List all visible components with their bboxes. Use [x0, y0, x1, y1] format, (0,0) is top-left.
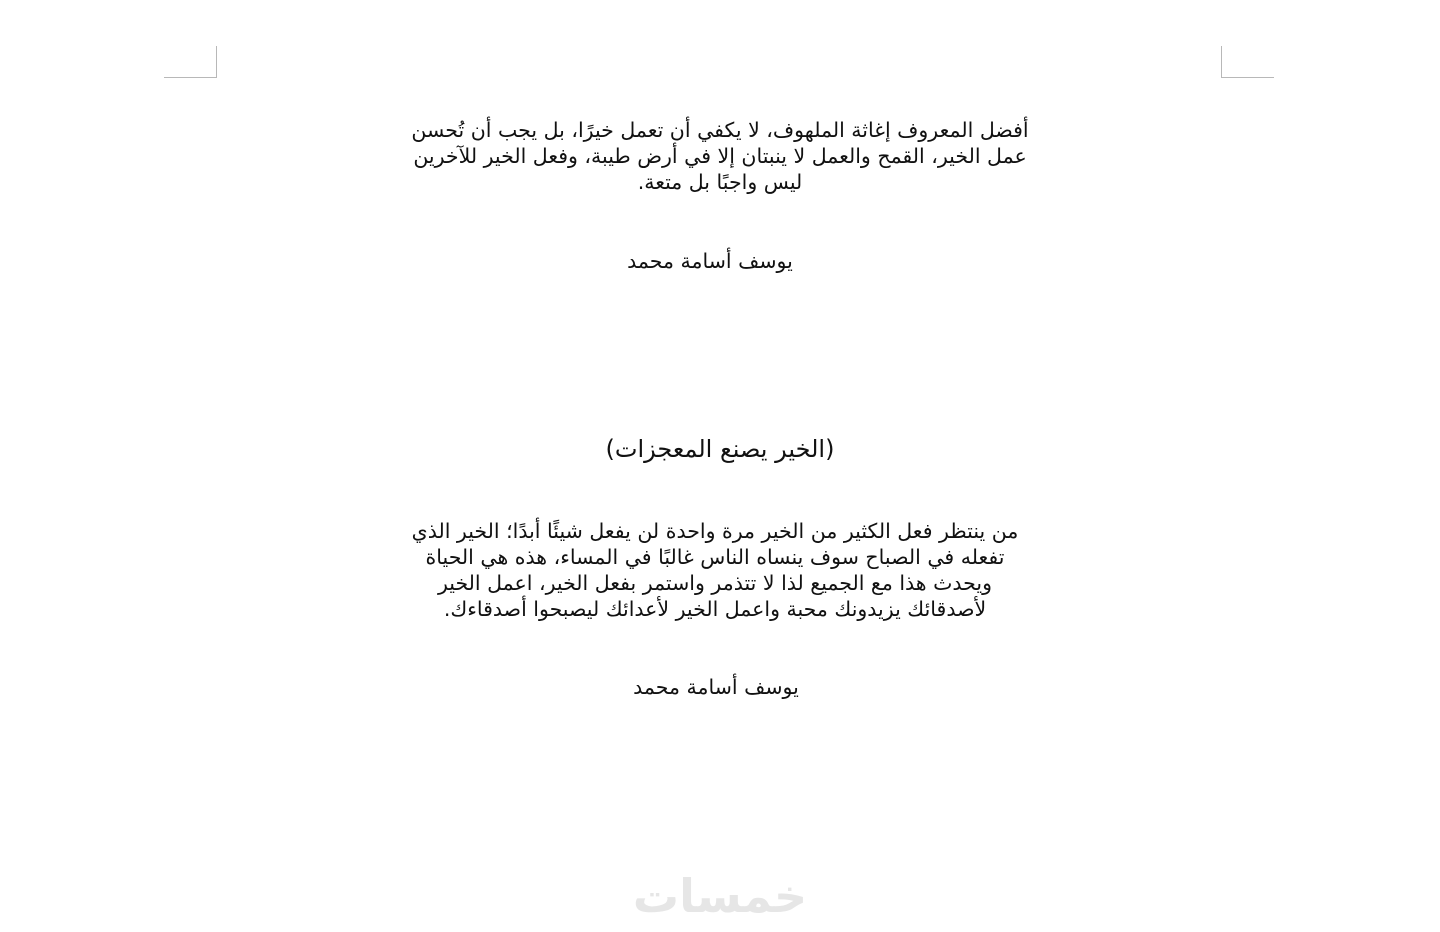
paragraph-2-line-2: تفعله في الصباح سوف ينساه الناس غالبًا في المساء، هذه هي الحياة	[425, 545, 1005, 569]
paragraph-2-line-4: لأصدقائك يزيدونك محبة واعمل الخير لأعدائك ليصبحوا أصدقاءك.	[443, 597, 987, 621]
paragraph-1-line-1: أفضل المعروف إغاثة الملهوف، لا يكفي أن تعمل خيرًا، بل يجب أن تُحسن	[411, 118, 1029, 142]
signature-2: يوسف أسامة محمد	[633, 675, 799, 699]
paragraph-1	[230, 117, 1210, 195]
paragraph-2-line-3: ويحدث هذا مع الجميع لذا لا تتذمر واستمر بفعل الخير، اعمل الخير	[437, 571, 993, 595]
section-title: (الخير يصنع المعجزات)	[605, 435, 835, 463]
watermark-logo: خمسات	[632, 869, 808, 923]
crop-mark-top-left	[164, 46, 217, 78]
paragraph-1-line-2: عمل الخير، القمح والعمل لا ينبتان إلا في أرض طيبة، وفعل الخير للآخرين	[413, 144, 1027, 168]
paragraph-1-line-3: ليس واجبًا بل متعة.	[637, 170, 803, 194]
paragraph-2	[230, 518, 1200, 622]
crop-mark-top-right	[1221, 46, 1274, 78]
signature-1: يوسف أسامة محمد	[627, 249, 793, 273]
paragraph-2-line-1: من ينتظر فعل الكثير من الخير مرة واحدة لن يفعل شيئًا أبدًا؛ الخير الذي	[411, 519, 1019, 543]
